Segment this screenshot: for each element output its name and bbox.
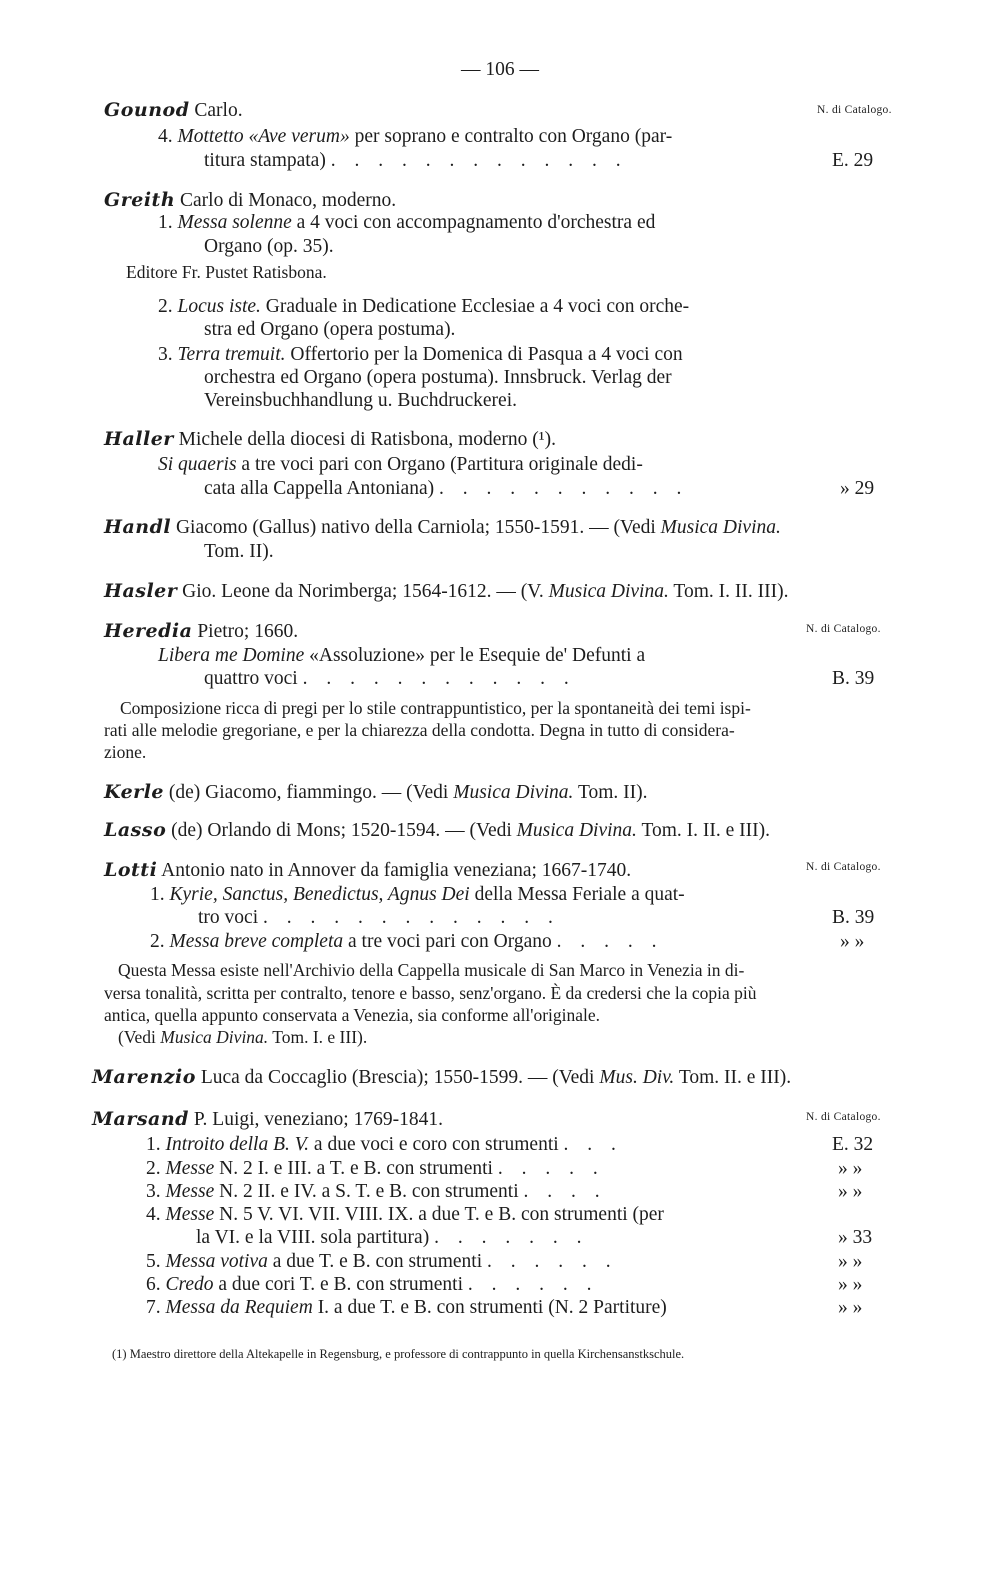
- composer-info: Tom. II).: [204, 541, 274, 562]
- entry-line: 4. Mottetto «Ave verum» per soprano e contralto con Organo (par-: [158, 126, 673, 147]
- composer-info: Michele della diocesi di Ratisbona, moderno (¹).: [178, 429, 556, 450]
- composer-name: Marsand: [92, 1108, 189, 1130]
- catalog-number: E. 29: [832, 150, 874, 171]
- work-title: Kyrie, Sanctus, Benedictus, Agnus Dei: [169, 884, 470, 905]
- composer-name: Hasler: [104, 580, 178, 602]
- composer-handl: Handl Giacomo (Gallus) nativo della Carniola; 1550-1591. — (Vedi Musica Divina.: [104, 516, 781, 538]
- composer-haller: [104, 430, 556, 450]
- entry-line: 2. Locus iste. Graduale in Dedicatione Ecclesiae a 4 voci con orche-: [158, 296, 690, 317]
- entry-line: Organo (op. 35).: [204, 236, 334, 257]
- entry-line: 3. Terra tremuit. Offertorio per la Domenica di Pasqua a 4 voci con: [158, 344, 683, 365]
- composer-name: Haller: [104, 428, 174, 450]
- catalog-header: N. di Catalogo.: [806, 623, 881, 635]
- work-title: Messa breve completa: [169, 931, 344, 952]
- composer-info: Carlo.: [194, 100, 243, 121]
- entry-line: 2. Messe N. 2 I. e III. a T. e B. con strumenti . . . . .: [146, 1158, 605, 1179]
- composer-greith: [104, 191, 396, 211]
- catalog-header: N. di Catalogo.: [806, 861, 881, 873]
- entry-line: 2. Messa breve completa a tre voci pari con Organo . . . . .: [150, 931, 664, 952]
- composer-info: Carlo di Monaco, moderno.: [180, 190, 397, 211]
- catalog-number: B. 39: [832, 668, 875, 689]
- note-line: versa tonalità, scritta per contralto, tenore e basso, senz'organo. È da credersi che la copia più: [104, 983, 757, 1003]
- catalog-number: » »: [838, 1297, 863, 1318]
- catalog-number: E. 32: [832, 1134, 874, 1155]
- catalog-number: » »: [838, 1158, 863, 1179]
- catalog-number: » »: [838, 1251, 863, 1272]
- entry-line: 5. Messa votiva a due T. e B. con strumenti . . . . . .: [146, 1251, 618, 1272]
- entry-line: la VI. e la VIII. sola partitura) . . . . . . .: [196, 1227, 589, 1248]
- entry-line: 1. Kyrie, Sanctus, Benedictus, Agnus Dei della Messa Feriale a quat-: [150, 884, 685, 905]
- note-line: (Vedi Musica Divina. Tom. I. e III).: [118, 1027, 368, 1047]
- work-title: Mottetto «Ave verum»: [177, 126, 350, 147]
- entry-line: Si quaeris a tre voci pari con Organo (Partitura originale dedi-: [158, 454, 643, 475]
- catalog-number: » 33: [838, 1227, 873, 1248]
- composer-name: Gounod: [104, 99, 190, 121]
- composer-heredia: [104, 622, 298, 642]
- work-title: Locus iste.: [177, 296, 261, 317]
- entry-line: 7. Messa da Requiem I. a due T. e B. con strumenti (N. 2 Partiture): [146, 1297, 667, 1318]
- work-title: Messe: [165, 1204, 215, 1225]
- publisher-line: Editore Fr. Pustet Ratisbona.: [126, 262, 327, 282]
- catalog-header: N. di Catalogo.: [817, 104, 892, 116]
- work-title: Introito della B. V.: [165, 1134, 310, 1155]
- entry-line: titura stampata) . . . . . . . . . . . . .: [204, 150, 628, 171]
- composer-info: P. Luigi, veneziano; 1769-1841.: [193, 1109, 443, 1130]
- entry-line: 6. Credo a due cori T. e B. con strumenti . . . . . .: [146, 1274, 599, 1295]
- composer-name: Greith: [104, 189, 176, 211]
- page-number: — 106 —: [461, 59, 539, 80]
- work-title: Messa solenne: [177, 212, 292, 233]
- composer-name: Heredia: [104, 620, 193, 642]
- composer-lasso: Lasso (de) Orlando di Mons; 1520-1594. — (Vedi Musica Divina. Tom. I. II. e III).: [104, 819, 771, 841]
- catalog-number: » »: [838, 1181, 863, 1202]
- entry-line: Vereinsbuchhandlung u. Buchdruckerei.: [204, 390, 517, 411]
- work-title: Messa votiva: [165, 1251, 268, 1272]
- composer-name: Handl: [104, 516, 172, 538]
- footnote: (1) Maestro direttore della Altekapelle in Regensburg, e professore di contrappunto in quella Kirchensanstkschule.: [112, 1347, 685, 1361]
- note-line: Questa Messa esiste nell'Archivio della Cappella musicale di San Marco in Venezia in di-: [118, 960, 745, 980]
- entry-line: 3. Messe N. 2 II. e IV. a S. T. e B. con strumenti . . . .: [146, 1181, 607, 1202]
- entry-line: cata alla Cappella Antoniana) . . . . . . . . . . .: [204, 478, 689, 499]
- work-title: Credo: [165, 1274, 214, 1295]
- entry-line: 1. Messa solenne a 4 voci con accompagnamento d'orchestra ed: [158, 212, 656, 233]
- catalog-number: » »: [840, 931, 865, 952]
- entry-line: stra ed Organo (opera postuma).: [204, 319, 456, 340]
- entry-line: tro voci . . . . . . . . . . . . .: [198, 907, 560, 928]
- work-title: Si quaeris: [158, 454, 237, 475]
- composer-name: Marenzio: [92, 1066, 196, 1088]
- composer-info: Pietro; 1660.: [197, 621, 299, 642]
- composer-name: Kerle: [104, 781, 165, 803]
- note-line: rati alle melodie gregoriane, e per la chiarezza della condotta. Degna in tutto di considera-: [104, 720, 735, 740]
- work-title: Terra tremuit.: [177, 344, 286, 365]
- composer-info: Antonio nato in Annover da famiglia veneziana; 1667-1740.: [161, 860, 632, 881]
- composer-lotti: [104, 861, 631, 881]
- entry-line: Libera me Domine «Assoluzione» per le Esequie de' Defunti a: [158, 645, 646, 666]
- composer-hasler: Hasler Gio. Leone da Norimberga; 1564-1612. — (V. Musica Divina. Tom. I. II. III).: [104, 580, 789, 602]
- entry-line: 4. Messe N. 5 V. VI. VII. VIII. IX. a due T. e B. con strumenti (per: [146, 1204, 664, 1225]
- work-title: Messe: [165, 1181, 215, 1202]
- note-line: antica, quella appunto conservata a Venezia, sia conforme all'originale.: [104, 1005, 601, 1025]
- catalog-number: » »: [838, 1274, 863, 1295]
- composer-name: Lotti: [104, 859, 158, 881]
- entry-line: orchestra ed Organo (opera postuma). Innsbruck. Verlag der: [204, 367, 672, 388]
- catalog-number: B. 39: [832, 907, 875, 928]
- composer-name: Lasso: [104, 819, 167, 841]
- catalog-number: » 29: [840, 478, 875, 499]
- entry-line: quattro voci . . . . . . . . . . . .: [204, 668, 576, 689]
- composer-marenzio: Marenzio Luca da Coccaglio (Brescia); 1550-1599. — (Vedi Mus. Div. Tom. II. e III).: [92, 1066, 792, 1088]
- work-title: Messe: [165, 1158, 215, 1179]
- note-line: Composizione ricca di pregi per lo stile contrappuntistico, per la spontaneità dei temi ispi-: [120, 698, 751, 718]
- work-title: Libera me Domine: [158, 645, 305, 666]
- composer-marsand: [92, 1110, 443, 1130]
- catalog-header: N. di Catalogo.: [806, 1111, 881, 1123]
- composer-gounod: [104, 101, 243, 121]
- work-title: Messa da Requiem: [165, 1297, 313, 1318]
- note-line: zione.: [104, 742, 147, 762]
- entry-line: 1. Introito della B. V. a due voci e coro con strumenti . . .: [146, 1134, 623, 1155]
- composer-kerle: Kerle (de) Giacomo, fiammingo. — (Vedi Musica Divina. Tom. II).: [104, 781, 648, 803]
